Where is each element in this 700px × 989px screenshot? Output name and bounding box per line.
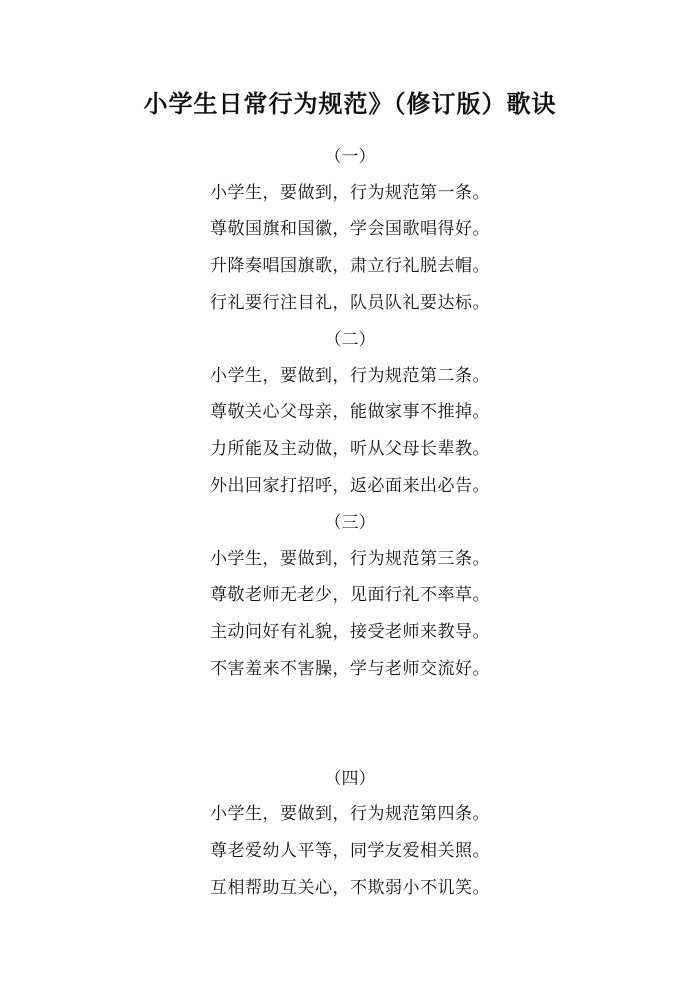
verse-line: 行礼要行注目礼，队员队礼要达标。	[210, 293, 490, 313]
verse-line: 力所能及主动做，听从父母长辈教。	[210, 439, 490, 459]
section-heading-3: （三）	[324, 513, 376, 533]
section-heading-4: （四）	[324, 769, 376, 789]
verse-line: 尊敬老师无老少，见面行礼不率草。	[210, 585, 490, 605]
verse-line: 小学生，要做到，行为规范第一条。	[210, 183, 490, 203]
verse-line: 尊老爱幼人平等，同学友爱相关照。	[210, 841, 490, 861]
verse-line: 小学生，要做到，行为规范第三条。	[210, 549, 490, 569]
verse-line: 外出回家打招呼，返必面来出必告。	[210, 476, 490, 496]
verse-line: 主动问好有礼貌，接受老师来教导。	[210, 622, 490, 642]
verse-line: 升降奏唱国旗歌，肃立行礼脱去帽。	[210, 256, 490, 276]
verse-line: 小学生，要做到，行为规范第四条。	[210, 804, 490, 824]
verse-line: 互相帮助互关心，不欺弱小不讥笑。	[210, 878, 490, 898]
verse-line: 尊敬国旗和国徽，学会国歌唱得好。	[210, 219, 490, 239]
verse-line: 尊敬关心父母亲，能做家事不推掉。	[210, 402, 490, 422]
verse-line: 小学生，要做到，行为规范第二条。	[210, 366, 490, 386]
document-title: 小学生日常行为规范》（修订版）歌诀	[143, 89, 557, 118]
verse-line: 不害羞来不害臊，学与老师交流好。	[210, 659, 490, 679]
section-heading-2: （二）	[324, 330, 376, 350]
section-heading-1: （一）	[324, 147, 376, 167]
